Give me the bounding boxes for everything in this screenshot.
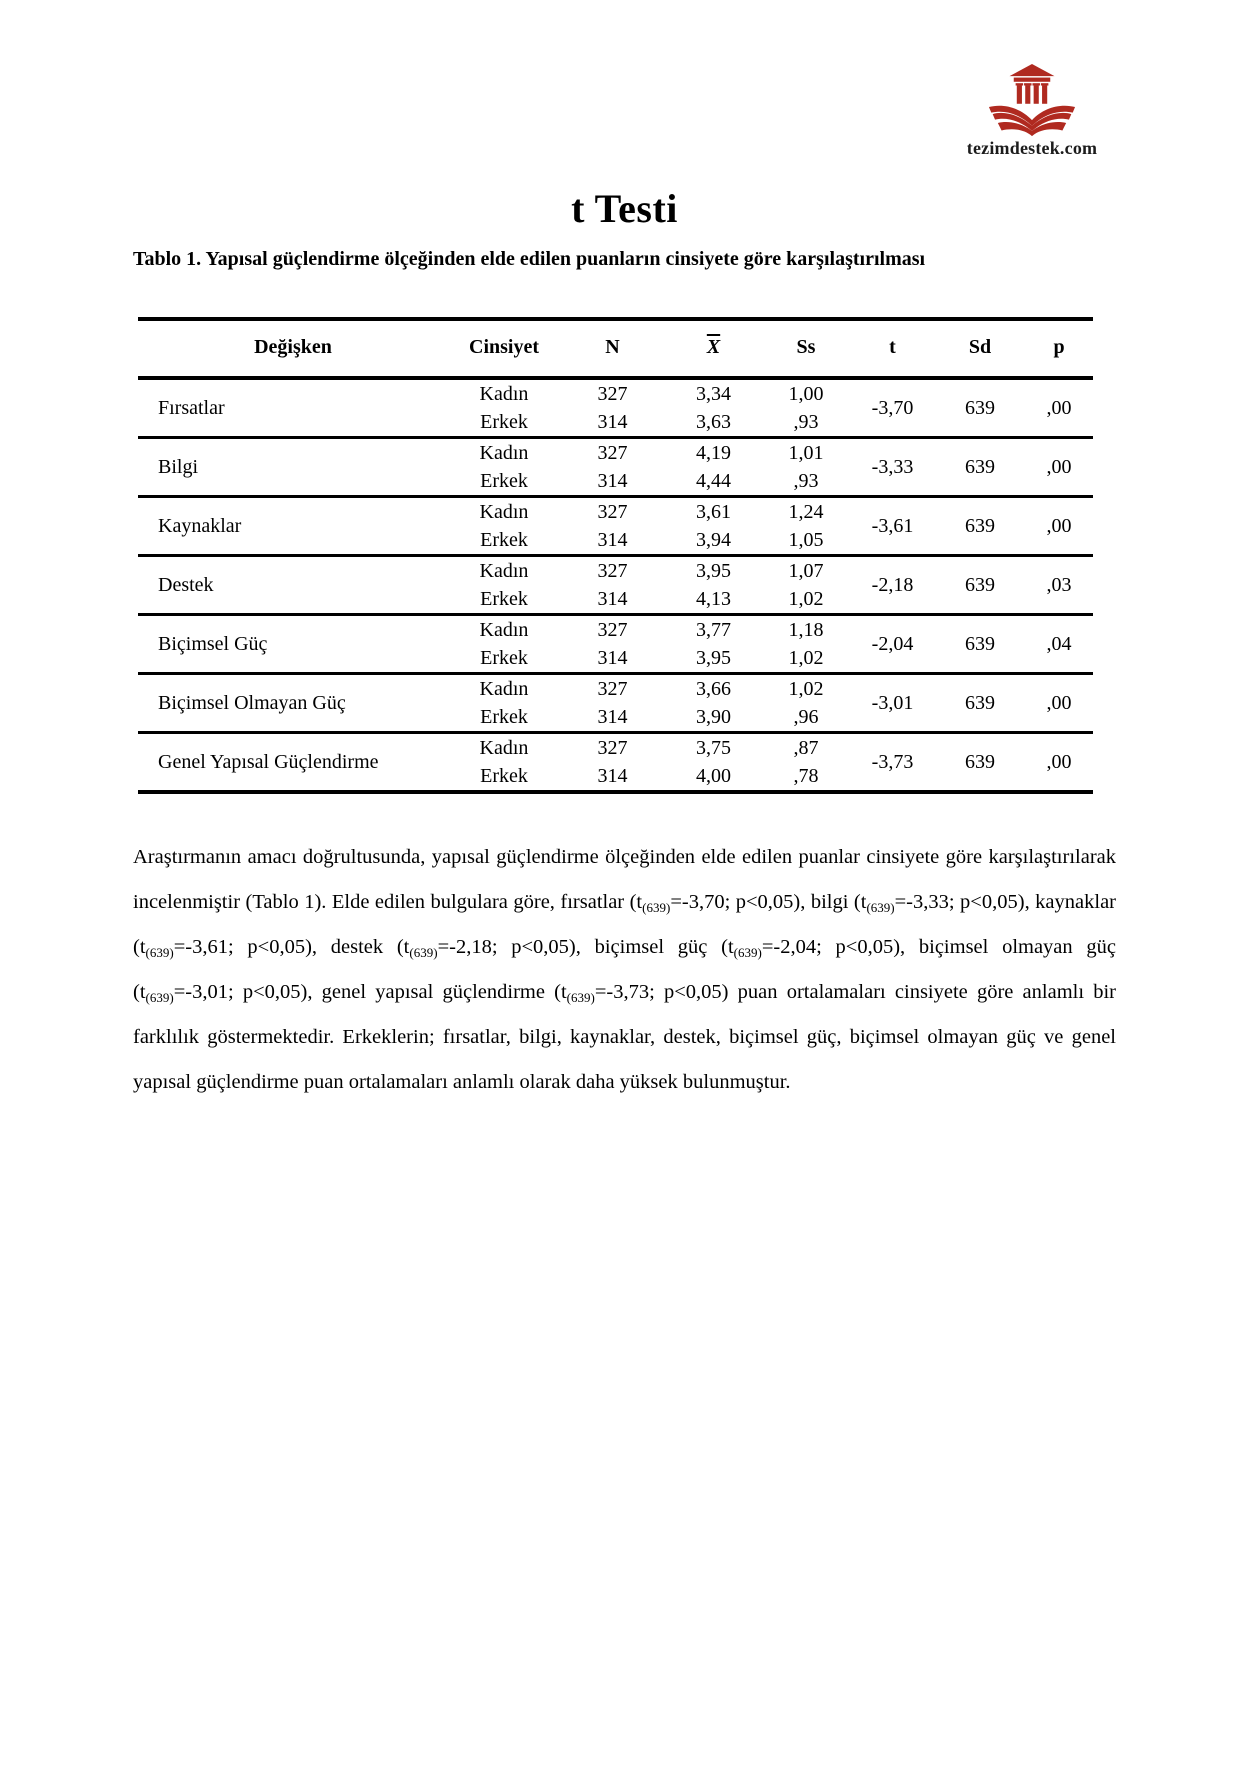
n-cell: 327 xyxy=(597,619,628,641)
table-header xyxy=(138,319,1093,378)
ss-cell: 1,24 xyxy=(788,501,824,523)
sd-cell: 639 xyxy=(965,397,995,419)
n-cell: 314 xyxy=(597,765,628,787)
mean-cell: 3,61 xyxy=(696,501,731,523)
df-subscript: (639) xyxy=(566,990,595,1005)
ss-cell: 1,02 xyxy=(788,588,824,610)
header-n: N xyxy=(605,336,620,358)
temple-book-logo-icon xyxy=(985,64,1079,137)
table-body xyxy=(138,378,1093,792)
header-mean xyxy=(665,319,762,378)
body-paragraph: Araştırmanın amacı doğrultusunda, yapısal güçlendirme ölçeğinden elde edilen puanlar cinsiyete göre karşılaştırılarak incelenmiştir (Tablo 1). Elde edilen bulgulara göre, fırsatlar ($t_{(639)}=-3,70$; p<0,05), bilgi ($t_{(639)}=-3,33$; p<0,05), kaynaklar ($t_{(639)}=-3,61$; p<0,05), destek ($t_{(639)}=-2,18$; p<0,05), biçimsel güç ($t_{(639)}=-2,04$; p<0,05), biçimsel olmayan güç ($t_{(639)}=-3,01$; p<0,05), genel yapısal güçlendirme ($t_{(639)}=-3,73$; p<0,05) puan ortalamaları cinsiyete göre anlamlı bir farklılık göstermektedir. Erkeklerin; fırsatlar, bilgi, kaynaklar, destek, biçimsel güç, biçimsel olmayan güç ve genel yapısal güçlendirme puan ortalamaları anlamlı olarak daha yüksek bulunmuştur. xyxy=(133,846,1116,1093)
n-cell: 314 xyxy=(597,529,628,551)
t-cell: -2,18 xyxy=(871,574,914,596)
mean-cell: 3,77 xyxy=(696,619,731,641)
table-row xyxy=(138,674,1093,704)
mean-cell: 3,34 xyxy=(696,383,731,405)
mean-cell: 4,13 xyxy=(696,588,731,610)
cinsiyet-cell: Erkek xyxy=(480,529,528,551)
p-cell: ,00 xyxy=(1046,751,1072,773)
mean-cell: 3,95 xyxy=(696,647,731,669)
t-cell: -3,01 xyxy=(871,692,914,714)
p-cell: ,00 xyxy=(1046,515,1072,537)
header-sd: Sd xyxy=(968,336,992,358)
n-cell: 314 xyxy=(597,706,628,728)
sd-cell: 639 xyxy=(965,692,995,714)
mean-cell: 3,63 xyxy=(696,411,731,433)
header-variable: Değişken xyxy=(254,336,332,358)
table-row xyxy=(138,615,1093,645)
n-cell: 327 xyxy=(597,560,628,582)
mean-cell: 3,95 xyxy=(696,560,731,582)
variable-cell: Bilgi xyxy=(158,456,199,478)
sd-cell: 639 xyxy=(965,574,995,596)
x-bar-symbol: $\overline{X}$ xyxy=(706,336,721,358)
cinsiyet-cell: Kadın xyxy=(479,501,529,523)
cinsiyet-cell: Kadın xyxy=(479,560,529,582)
cinsiyet-cell: Kadın xyxy=(479,442,529,464)
sd-cell: 639 xyxy=(965,456,995,478)
n-cell: 327 xyxy=(597,442,628,464)
cinsiyet-cell: Erkek xyxy=(480,470,528,492)
header-t: t xyxy=(889,336,896,358)
cinsiyet-cell: Kadın xyxy=(479,383,529,405)
table-caption: Tablo 1. Yapısal güçlendirme ölçeğinden elde edilen puanların cinsiyete göre karşılaştırılması xyxy=(133,248,926,270)
df-subscript: (639) xyxy=(733,945,762,960)
t-cell: -2,04 xyxy=(871,633,914,655)
variable-cell: Fırsatlar xyxy=(158,397,225,419)
variable-cell: Genel Yapısal Güçlendirme xyxy=(158,751,379,773)
df-subscript: (639) xyxy=(409,945,438,960)
page-title: t Testi xyxy=(571,186,678,231)
cinsiyet-cell: Erkek xyxy=(480,706,528,728)
variable-cell: Biçimsel Güç xyxy=(158,633,268,655)
n-cell: 314 xyxy=(597,411,628,433)
cinsiyet-cell: Kadın xyxy=(479,737,529,759)
cinsiyet-cell: Erkek xyxy=(480,765,528,787)
n-cell: 327 xyxy=(597,383,628,405)
t-test-table xyxy=(138,317,1093,794)
df-subscript: (639) xyxy=(145,990,174,1005)
table-row xyxy=(138,497,1093,527)
ss-cell: 1,02 xyxy=(788,647,824,669)
logo xyxy=(958,64,1106,159)
logo-text: tezimdestek.com xyxy=(966,138,1098,158)
ss-cell: 1,18 xyxy=(788,619,824,641)
cinsiyet-cell: Kadın xyxy=(479,678,529,700)
table-row xyxy=(138,438,1093,468)
t-cell: -3,61 xyxy=(871,515,914,537)
mean-cell: 4,44 xyxy=(696,470,731,492)
table-row xyxy=(138,733,1093,763)
table-row xyxy=(138,378,1093,408)
p-cell: ,00 xyxy=(1046,397,1072,419)
header-cinsiyet: Cinsiyet xyxy=(469,336,539,358)
cinsiyet-cell: Erkek xyxy=(480,647,528,669)
variable-cell: Destek xyxy=(158,574,214,596)
df-subscript: (639) xyxy=(642,900,671,915)
cinsiyet-cell: Erkek xyxy=(480,411,528,433)
mean-cell: 3,66 xyxy=(696,678,731,700)
ss-cell: 1,02 xyxy=(788,678,824,700)
ss-cell: ,96 xyxy=(793,706,819,728)
n-cell: 314 xyxy=(597,647,628,669)
cinsiyet-cell: Erkek xyxy=(480,588,528,610)
ss-cell: ,87 xyxy=(793,737,819,759)
mean-cell: 3,75 xyxy=(696,737,731,759)
n-cell: 314 xyxy=(597,470,628,492)
ss-cell: ,78 xyxy=(793,765,819,787)
variable-cell: Biçimsel Olmayan Güç xyxy=(158,692,346,714)
table-row xyxy=(138,556,1093,586)
table-header-row xyxy=(138,319,1093,378)
header-ss: Ss xyxy=(796,336,816,358)
df-subscript: (639) xyxy=(866,900,895,915)
n-cell: 327 xyxy=(597,501,628,523)
ss-cell: ,93 xyxy=(793,470,819,492)
mean-cell: 3,90 xyxy=(696,706,731,728)
p-cell: ,00 xyxy=(1046,692,1072,714)
cinsiyet-cell: Kadın xyxy=(479,619,529,641)
sd-cell: 639 xyxy=(965,751,995,773)
mean-cell: 3,94 xyxy=(696,529,731,551)
t-cell: -3,73 xyxy=(871,751,914,773)
n-cell: 327 xyxy=(597,678,628,700)
ss-cell: ,93 xyxy=(793,411,819,433)
t-cell: -3,33 xyxy=(871,456,914,478)
sd-cell: 639 xyxy=(965,515,995,537)
header-p: p xyxy=(1053,336,1065,358)
ss-cell: 1,05 xyxy=(788,529,824,551)
ss-cell: 1,07 xyxy=(788,560,824,582)
p-cell: ,00 xyxy=(1046,456,1072,478)
t-cell: -3,70 xyxy=(871,397,914,419)
p-cell: ,03 xyxy=(1046,574,1072,596)
p-cell: ,04 xyxy=(1046,633,1072,655)
n-cell: 327 xyxy=(597,737,628,759)
mean-cell: 4,19 xyxy=(696,442,731,464)
df-subscript: (639) xyxy=(145,945,174,960)
sd-cell: 639 xyxy=(965,633,995,655)
ss-cell: 1,01 xyxy=(788,442,824,464)
mean-cell: 4,00 xyxy=(696,765,731,787)
variable-cell: Kaynaklar xyxy=(158,515,242,537)
n-cell: 314 xyxy=(597,588,628,610)
ss-cell: 1,00 xyxy=(788,383,824,405)
